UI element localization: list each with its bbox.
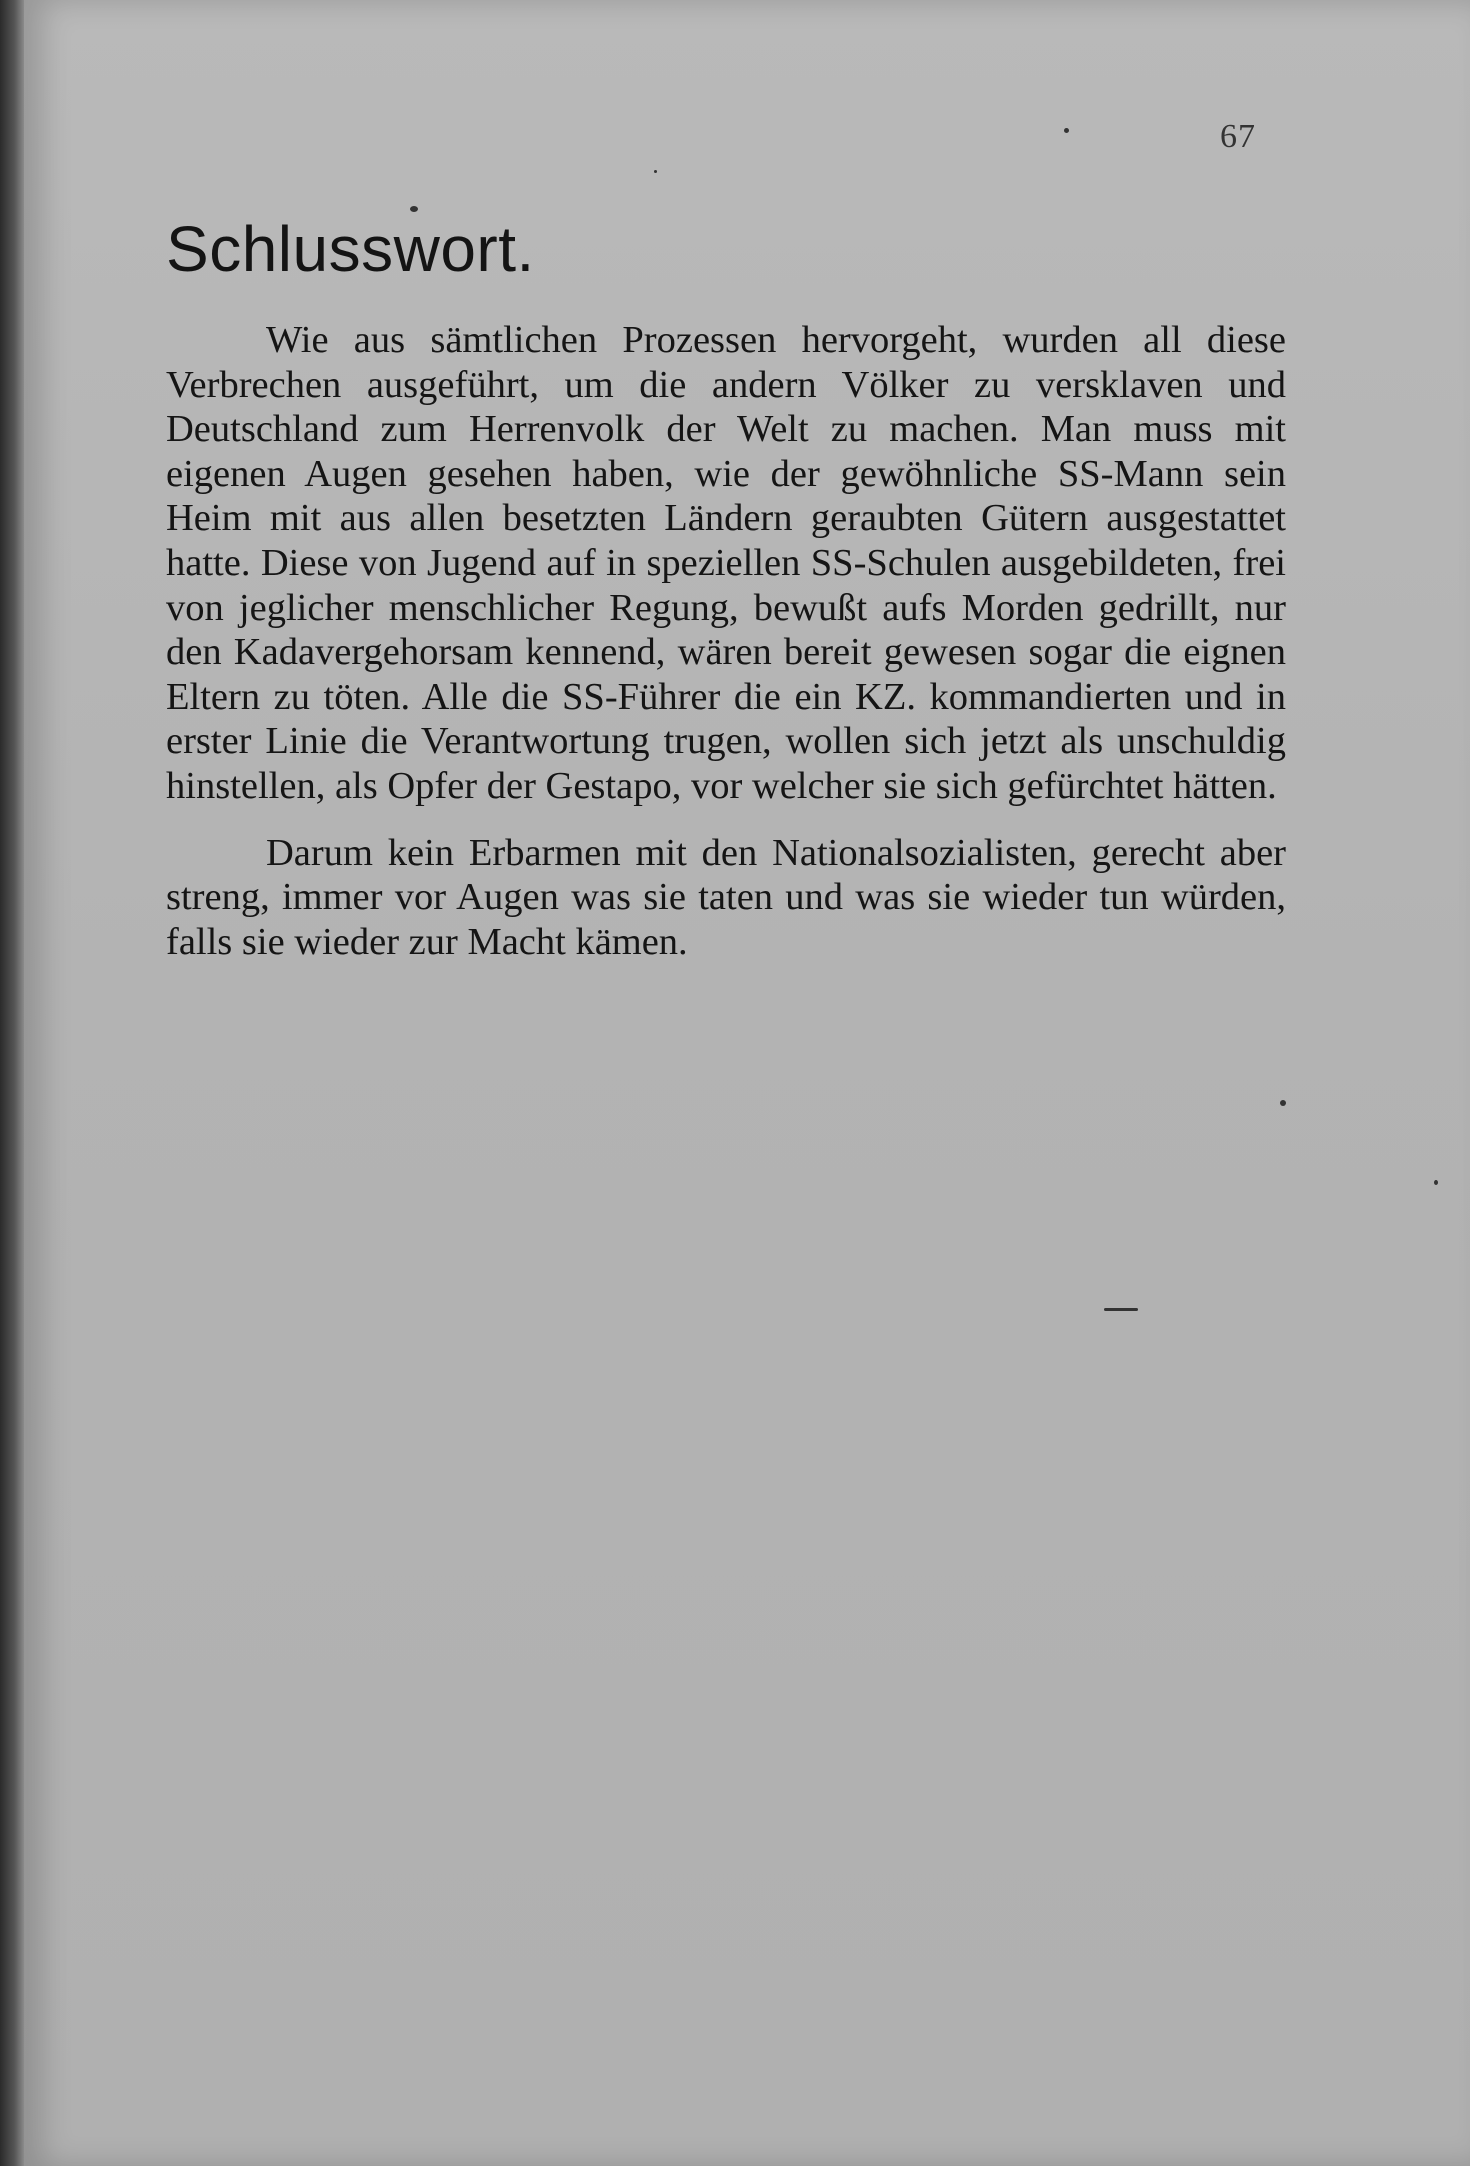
paper-speck [1434, 1180, 1438, 1185]
paper-speck [654, 170, 657, 173]
paper-speck [1280, 1100, 1286, 1106]
book-spine-shadow [0, 0, 24, 2166]
page-heading: Schlusswort. [166, 213, 535, 285]
paragraph-1: Wie aus sämtlichen Prozessen hervorgeht, wurden all diese Verbrechen ausgeführt, um die andern Völker zu versklaven und Deutschland zum Herrenvolk der Welt zu machen. Man muss mit eigenen Augen gesehen haben, wie der gewöhnliche SS-Mann sein Heim mit aus allen besetzten Ländern geraubten Gütern ausgestattet hatte. Diese von Jugend auf in speziellen SS-Schulen ausgebildeten, frei von jeglicher menschlicher Regung, bewußt aufs Morden gedrillt, nur den Kadavergehorsam kennend, wären bereit gewesen sogar die eignen Eltern zu töten. Alle die SS-Führer die ein KZ. kommandierten und in erster Linie die Verantwortung trugen, wollen sich jetzt als unschuldig hinstellen, als Opfer der Gestapo, vor welcher sie sich gefürchtet hätten. [166, 319, 1286, 807]
page-number: 67 [1220, 118, 1256, 155]
paper-speck [1104, 1308, 1138, 1311]
book-page [24, 0, 1470, 2166]
paper-speck [1064, 128, 1069, 133]
paragraph-2: Darum kein Erbarmen mit den Nationalsozialisten, gerecht aber streng, immer vor Augen was sie taten und was sie wieder tun würden, falls sie wieder zur Macht kämen. [166, 831, 1286, 963]
paper-speck [410, 206, 418, 212]
body-text [166, 318, 1286, 986]
